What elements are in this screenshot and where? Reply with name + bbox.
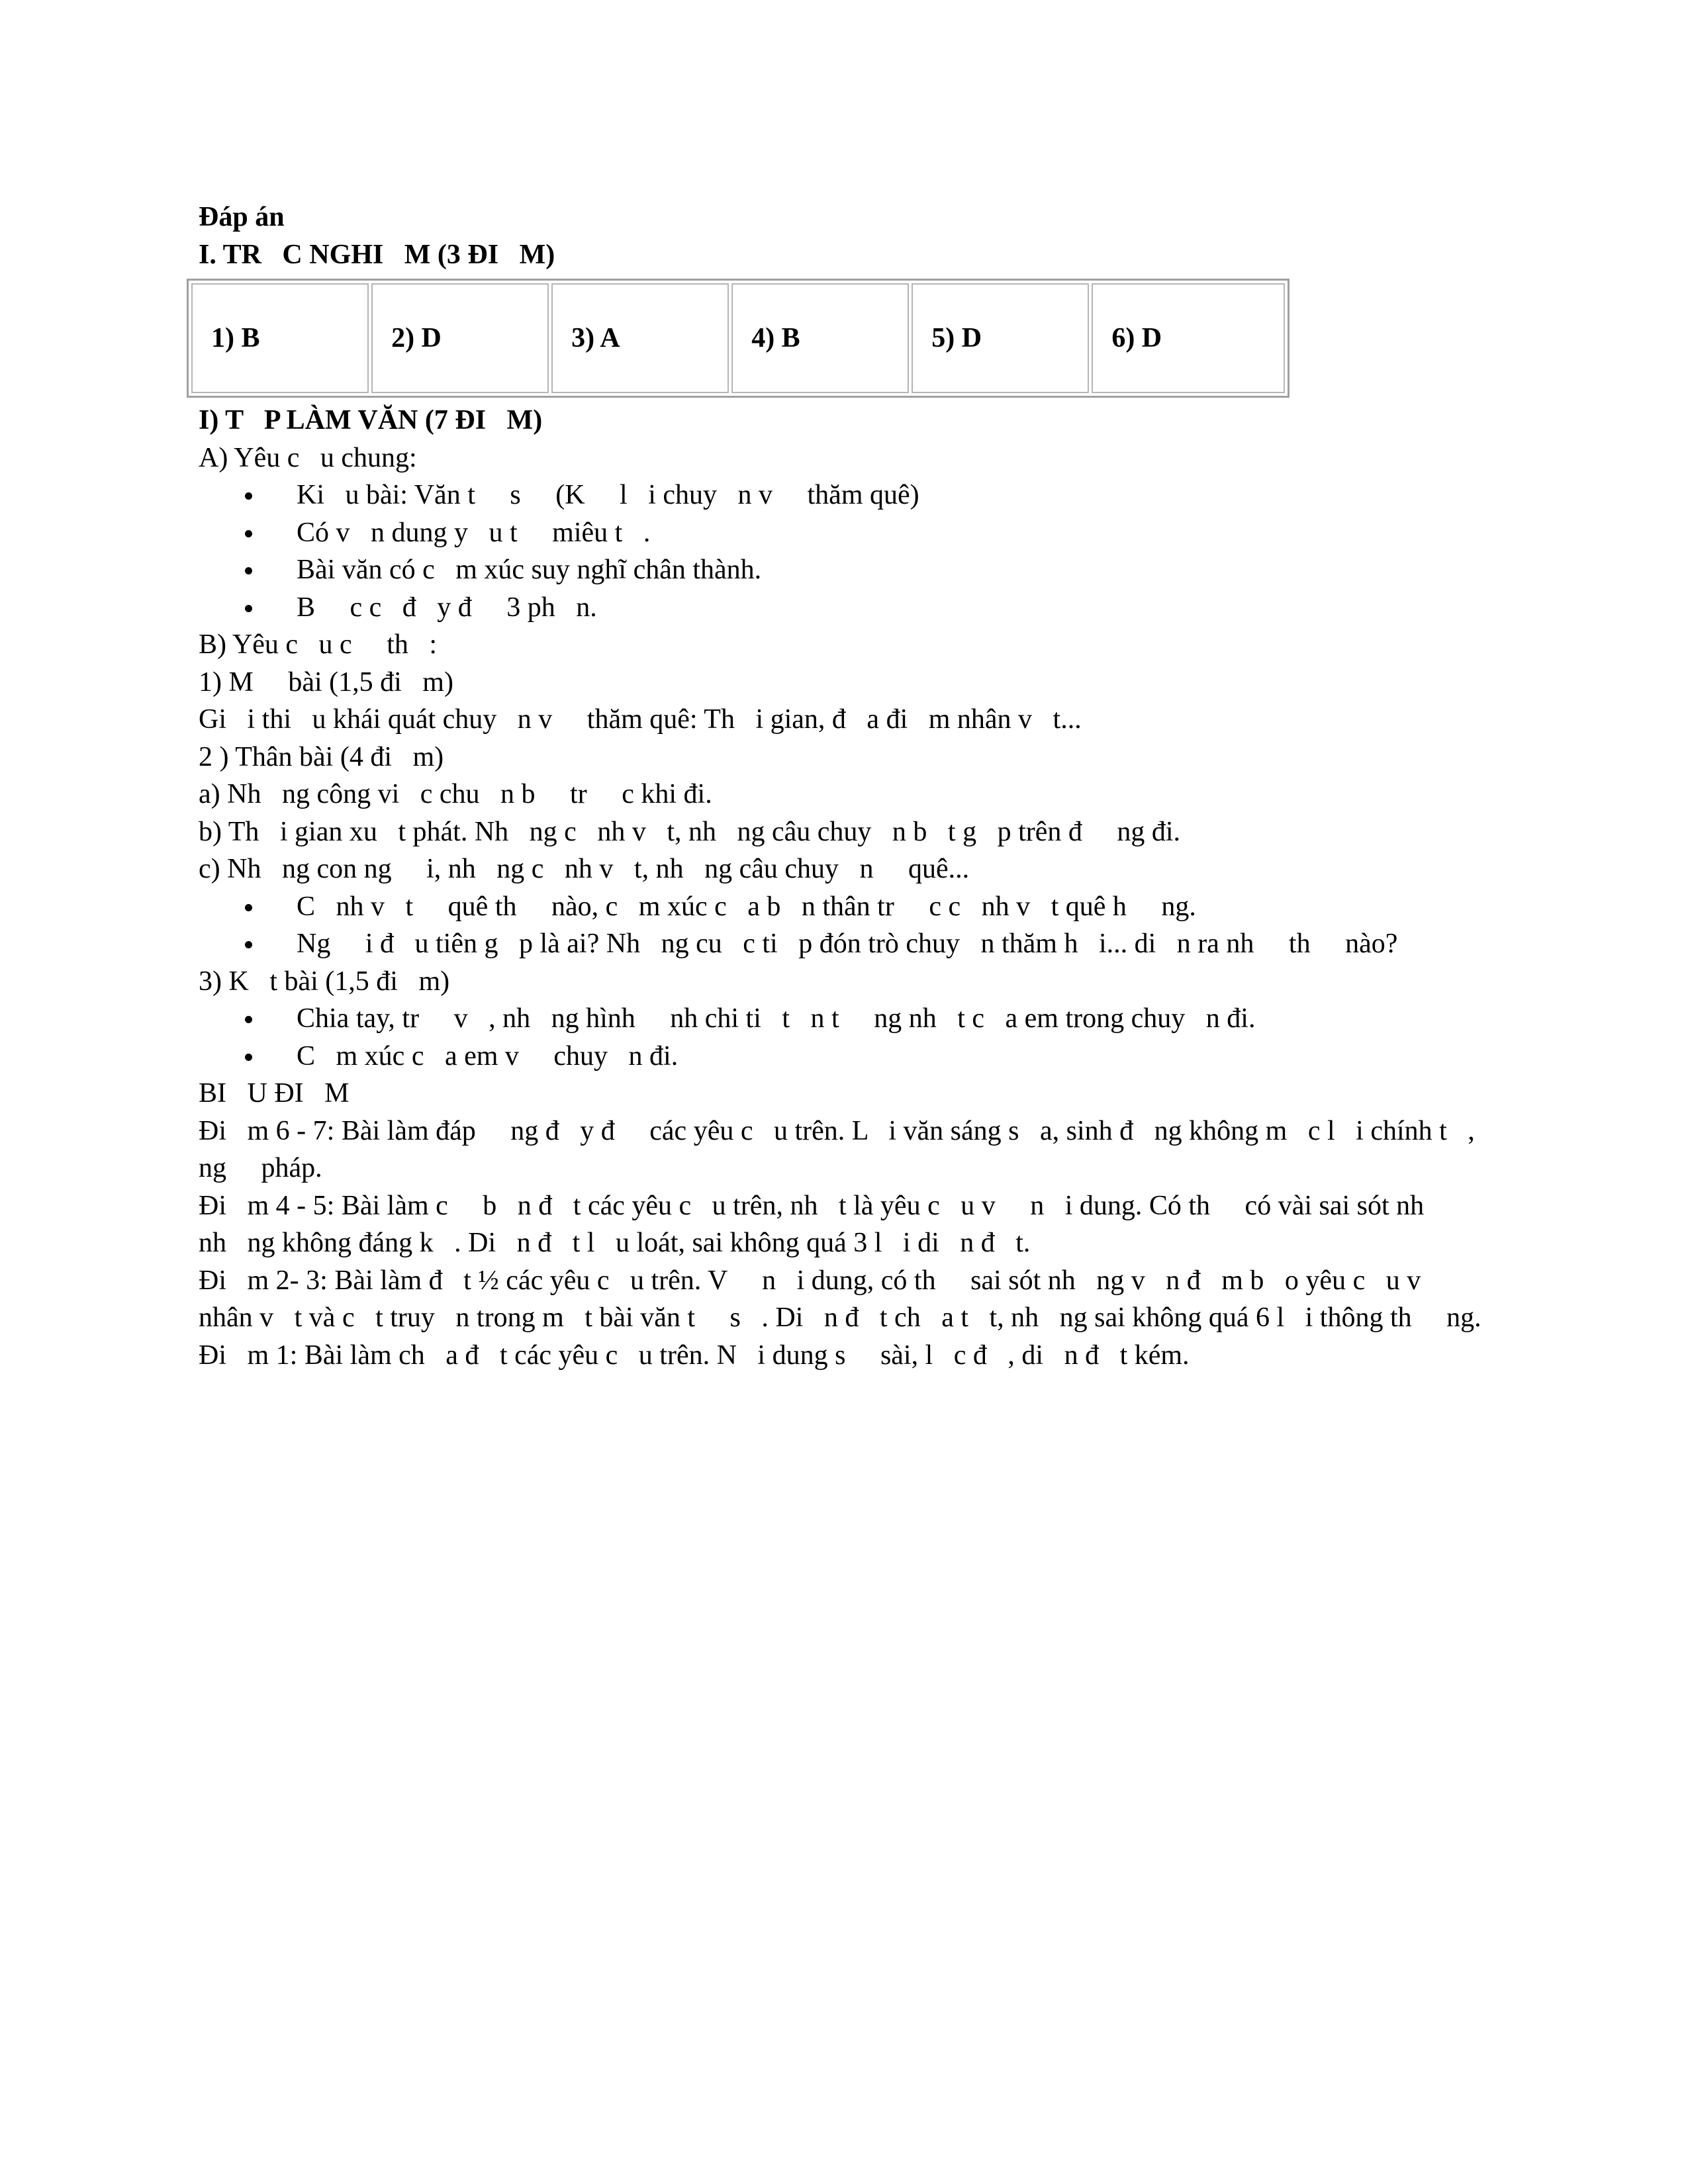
list-item-text: C nh v t quê th nào, c m xúc c a b n thân tr c c nh v t quê h ng.	[297, 891, 1196, 922]
bullet-icon	[245, 492, 252, 500]
body-point-c: c) Nh ng con ng i, nh ng c nh v t, nh ng câu chuy n quê...	[199, 854, 970, 884]
bullet-icon	[245, 1054, 252, 1061]
general-requirements-list	[199, 477, 1602, 626]
answer-cell: 1) B	[191, 283, 369, 393]
grading-line: nhân v t và c t truy n trong m t bài văn t s . Di n đ t ch a t t, nh ng sai không quá 6 l i thông th ng.	[199, 1302, 1481, 1333]
list-item	[199, 551, 1602, 589]
section-writing-heading: I) T P LÀM VĂN (7 ĐI M)	[199, 405, 543, 435]
answer-cell: 2) D	[371, 283, 549, 393]
answer-cell: 5) D	[912, 283, 1089, 393]
list-item	[199, 1000, 1602, 1038]
conclusion-list	[199, 1000, 1602, 1075]
list-item	[199, 477, 1602, 514]
list-item	[199, 514, 1602, 552]
grading-line: Đi m 1: Bài làm ch a đ t các yêu c u trên. N i dung s sài, l c đ , di n đ t kém.	[199, 1340, 1190, 1371]
grading-line: ng pháp.	[199, 1153, 322, 1183]
list-item	[199, 589, 1602, 627]
body-details-list	[199, 888, 1602, 963]
body-point-b: b) Th i gian xu t phát. Nh ng c nh v t, nh ng câu chuy n b t g p trên đ ng đi.	[199, 816, 1181, 847]
body-heading: 2 ) Thân bài (4 đi m)	[199, 741, 444, 772]
body-point-a: a) Nh ng công vi c chu n b tr c khi đi.	[199, 779, 712, 809]
list-item-text: C m xúc c a em v chuy n đi.	[297, 1040, 679, 1071]
list-item	[199, 888, 1602, 926]
grading-line: Đi m 2- 3: Bài làm đ t ½ các yêu c u trên. V n i dung, có th sai sót nh ng v n đ m b o yêu c u v	[199, 1265, 1421, 1296]
grading-line: Đi m 4 - 5: Bài làm c b n đ t các yêu c u trên, nh t là yêu c u v n i dung. Có th có vài sai sót nh	[199, 1190, 1425, 1221]
intro-heading: 1) M bài (1,5 đi m)	[199, 666, 453, 698]
list-item-text: Ng i đ u tiên g p là ai? Nh ng cu c ti p đón trò chuy n thăm h i... di n ra nh th nào?	[297, 929, 1398, 959]
bullet-icon	[245, 1016, 252, 1023]
grading-line: Đi m 6 - 7: Bài làm đáp ng đ y đ các yêu c u trên. L i văn sáng s a, sinh đ ng không m c l i chính t ,	[199, 1115, 1475, 1146]
answer-table	[187, 279, 1289, 398]
answer-cell: 6) D	[1092, 283, 1285, 393]
list-item-text: Bài văn có c m xúc suy nghĩ chân thành.	[297, 555, 762, 585]
list-item-text: Chia tay, tr v , nh ng hình nh chi ti t n t ng nh t c a em trong chuy n đi.	[297, 1003, 1256, 1034]
list-item	[199, 1038, 1602, 1075]
list-item	[199, 925, 1602, 963]
intro-text: Gi i thi u khái quát chuy n v thăm quê: Th i gian, đ a đi m nhân v t...	[199, 704, 1082, 735]
answer-cell: 4) B	[731, 283, 909, 393]
bullet-icon	[245, 941, 252, 948]
bullet-icon	[245, 530, 252, 537]
specific-requirements-heading: B) Yêu c u c th :	[199, 629, 438, 660]
bullet-icon	[245, 567, 252, 574]
bullet-icon	[245, 605, 252, 612]
general-requirements-heading: A) Yêu c u chung:	[199, 442, 417, 473]
list-item-text: Có v n dung y u t miêu t .	[297, 517, 651, 548]
list-item-text: B c c đ y đ 3 ph n.	[297, 592, 597, 623]
section-multiple-choice-heading: I. TR C NGHI M (3 ĐI M)	[199, 239, 555, 270]
document-title: Đáp án	[199, 202, 285, 232]
bullet-icon	[245, 904, 252, 911]
grading-heading: BI U ĐI M	[199, 1078, 350, 1109]
document-page	[199, 199, 1602, 1374]
list-item-text: Ki u bài: Văn t s (K l i chuy n v thăm quê)	[297, 480, 919, 510]
grading-line: nh ng không đáng k . Di n đ t l u loát, sai không quá 3 l i di n đ t.	[199, 1228, 1031, 1258]
answer-cell: 3) A	[551, 283, 729, 393]
conclusion-heading: 3) K t bài (1,5 đi m)	[199, 966, 450, 997]
